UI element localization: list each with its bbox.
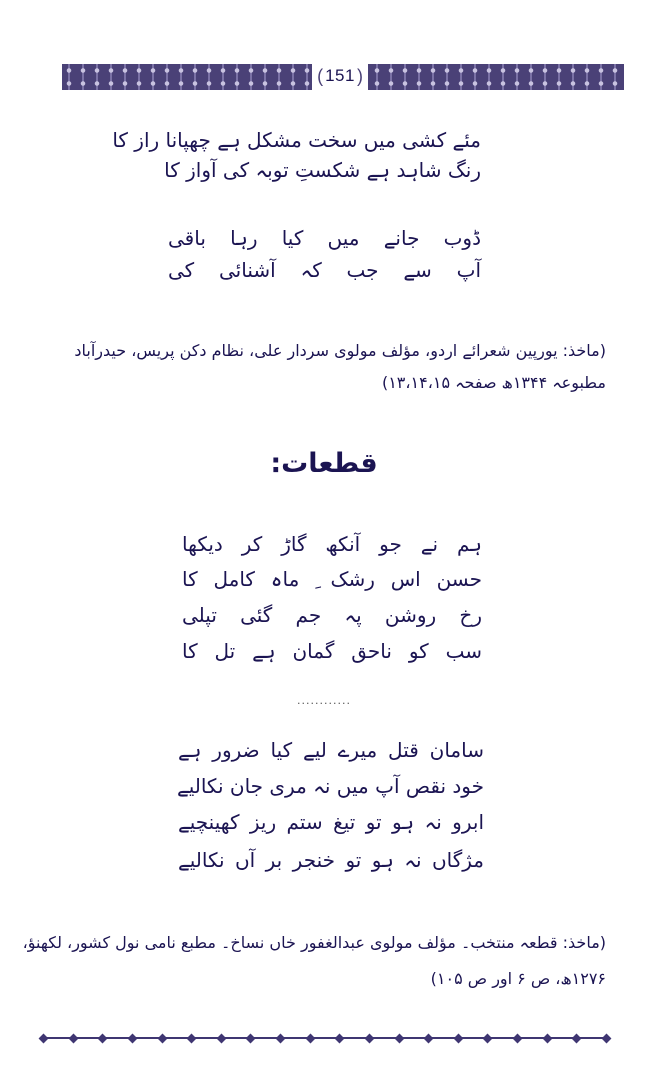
qita-line: رخ روشن پہ جم گئی تپلی [182, 603, 482, 627]
source-note-line: مطبوعہ ۱۳۴۴ھ صفحہ ۱۳،۱۴،۱۵) [381, 373, 606, 392]
qita-line: ہم نے جو آنکھ گاڑ کر دیکھا [182, 532, 482, 556]
diamond-ornament [364, 1033, 374, 1043]
diamond-ornament [68, 1033, 78, 1043]
footer-ornament-diamonds [40, 1031, 610, 1045]
qita-line: خود نقص آپ میں نہ مری جان نکالیے [176, 774, 484, 798]
verse-line: رنگ شاہد ہے شکستِ توبہ کی آواز کا [164, 158, 481, 182]
diamond-ornament [335, 1033, 345, 1043]
page-number-paren-open: ( [317, 65, 324, 86]
page-number-paren-close: ) [356, 65, 363, 86]
qita-line: حسن اس رشک ِ ماہ کامل کا [182, 567, 482, 591]
source-note-line: (ماخذ: قطعہ منتخب۔ مؤلف مولوی عبدالغفور خاں نساخ۔ مطبع نامی نول کشور، لکھنؤ، [22, 933, 606, 952]
diamond-ornament [513, 1033, 523, 1043]
diamond-ornament [216, 1033, 226, 1043]
diamond-ornament [572, 1033, 582, 1043]
page-number-box [312, 60, 368, 92]
section-heading: قطعات: [270, 448, 378, 479]
page-number: 151 [325, 66, 355, 85]
source-note-line: (ماخذ: یورپین شعرائے اردو، مؤلف مولوی سردار علی، نظام دکن پریس، حیدرآباد [74, 341, 606, 360]
diamond-ornament [98, 1033, 108, 1043]
diamond-ornament [601, 1033, 611, 1043]
qita-line: سامان قتل میرے لیے کیا ضرور ہے [178, 738, 484, 762]
diamond-ornament [187, 1033, 197, 1043]
diamond-ornament [157, 1033, 167, 1043]
diamond-ornament [542, 1033, 552, 1043]
diamond-ornament [453, 1033, 463, 1043]
qita-line: مژگاں نہ ہو تو خنجر بر آں نکالیے [178, 848, 484, 872]
diamond-ornament [276, 1033, 286, 1043]
verse-line: مئے کشی میں سخت مشکل ہے چھپانا راز کا [112, 128, 481, 152]
verse-line: آپ سے جب کہ آشنائی کی [168, 258, 481, 282]
verse-line: ڈوب جانے میں کیا رہا باقی [168, 226, 481, 250]
separator-dots: ............ [297, 694, 351, 707]
diamond-ornament [424, 1033, 434, 1043]
diamond-ornament [394, 1033, 404, 1043]
diamond-ornament [39, 1033, 49, 1043]
diamond-ornament [305, 1033, 315, 1043]
diamond-ornament [483, 1033, 493, 1043]
source-note-line: ۱۲۷۶ھ، ص ۶ اور ص ۱۰۵) [430, 969, 606, 988]
qita-line: سب کو ناحق گمان ہے تل کا [182, 639, 482, 663]
qita-line: ابرو نہ ہو تو تیغ ستم ریز کھینچیے [178, 810, 484, 834]
diamond-ornament [246, 1033, 256, 1043]
diamond-ornament [127, 1033, 137, 1043]
